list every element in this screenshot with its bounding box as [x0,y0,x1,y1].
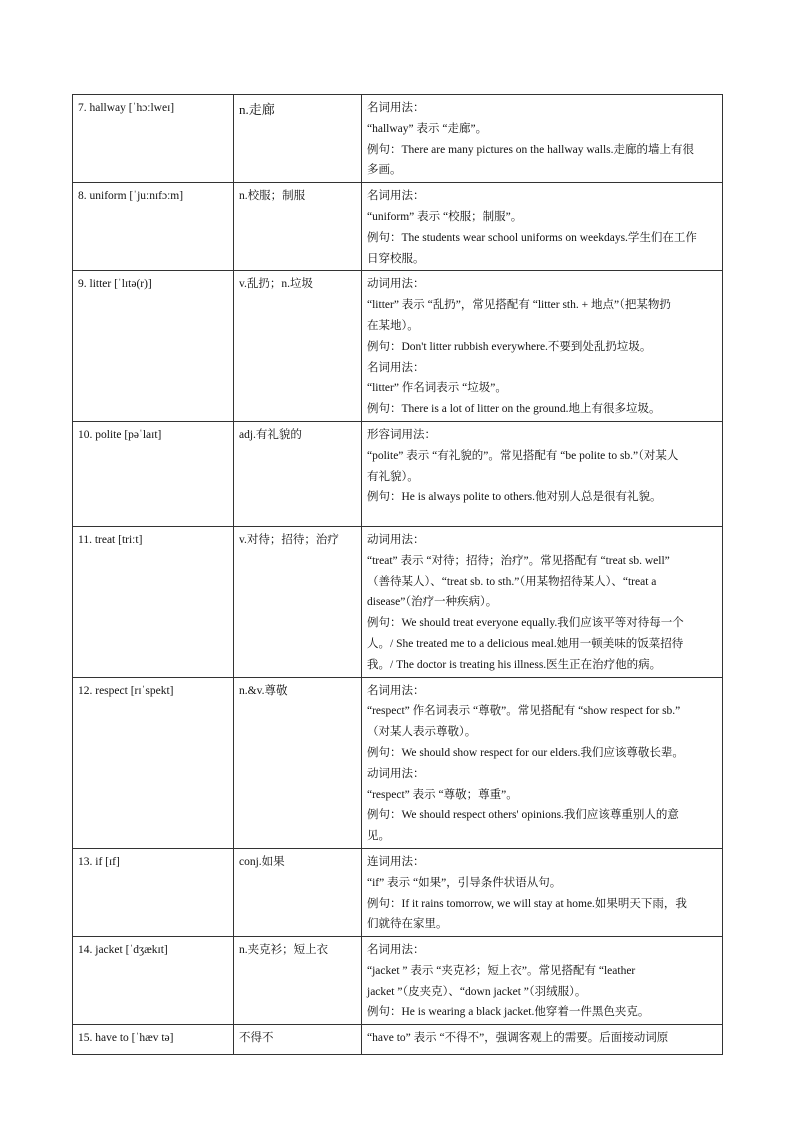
usage-line: 例句：He is wearing a black jacket.他穿着一件黑色夹克。 [367,1006,650,1019]
usage-line: “have to” 表示 “不得不”，强调客观上的需要。后面接动词原 [367,1032,669,1045]
table-row [73,183,723,271]
usage-line: “respect” 表示 “尊敬；尊重”。 [367,788,518,801]
usage-line: 见。 [367,830,390,843]
usage-line: “litter” 表示 “乱扔”，常见搭配有 “litter sth. + 地点”（把某物扔 [367,299,671,312]
table-row [73,937,723,1025]
usage-line: “respect” 作名词表示 “尊敬”。常见搭配有 “show respect for sb.” [367,705,681,718]
word-cell: 7. hallway [ˈhɔːlweɪ] [73,95,234,183]
table-row [73,1025,723,1055]
usage-cell [362,183,723,271]
meaning-cell: n.夹克衫；短上衣 [234,937,362,1025]
usage-line: 例句：We should show respect for our elders.我们应该尊敬长辈。 [367,746,684,759]
usage-line: 多画。 [367,164,402,177]
word-cell: 12. respect [rɪˈspekt] [73,677,234,848]
usage-cell [362,937,723,1025]
table-row [73,421,723,526]
usage-line: 例句：We should respect others' opinions.我们应该尊重别人的意 [367,809,679,822]
usage-line: 例句：The students wear school uniforms on weekdays.学生们在工作 [367,231,697,244]
usage-line: 日穿校服。 [367,252,425,265]
usage-line: “jacket ” 表示 “夹克衫；短上衣”。常见搭配有 “leather [367,964,636,977]
usage-cell [362,1025,723,1055]
usage-line: 例句：There are many pictures on the hallway walls.走廊的墙上有很 [367,143,695,156]
word-cell: 9. litter [ˈlɪtə(r)] [73,271,234,422]
word-cell: 10. polite [pəˈlaɪt] [73,421,234,526]
usage-cell [362,421,723,526]
usage-line: 名词用法： [367,684,425,697]
usage-line: 动词用法： [367,767,425,780]
table-row [73,271,723,422]
table-row [73,95,723,183]
word-cell: 14. jacket [ˈdʒækɪt] [73,937,234,1025]
usage-line: 例句：If it rains tomorrow, we will stay at home.如果明天下雨，我 [367,897,687,910]
usage-line: 名词用法： [367,102,425,114]
usage-cell [362,848,723,936]
meaning-cell: v.对待；招待；治疗 [234,526,362,677]
word-cell: 15. have to [ˈhæv tə] [73,1025,234,1055]
meaning-cell: 不得不 [234,1025,362,1055]
usage-line: “if” 表示 “如果”，引导条件状语从句。 [367,876,562,889]
meaning-cell: v.乱扔；n.垃圾 [234,271,362,422]
word-cell: 8. uniform [ˈjuːnɪfɔːm] [73,183,234,271]
usage-line: 例句：Don't litter rubbish everywhere.不要到处乱扔垃圾。 [367,340,652,353]
usage-line: 我。/ The doctor is treating his illness.医生正在治疗他的病。 [367,658,662,671]
usage-line: 动词用法： [367,278,425,291]
usage-line: 例句：We should treat everyone equally.我们应该平等对待每一个 [367,617,684,630]
usage-line: “polite” 表示 “有礼貌的”。常见搭配有 “be polite to sb.”（对某人 [367,449,679,462]
usage-line: 名词用法： [367,190,425,203]
usage-line: （对某人表示尊敬）。 [367,726,477,739]
table-row [73,526,723,677]
usage-line: 例句：There is a lot of litter on the ground.地上有很多垃圾。 [367,403,661,416]
usage-line: jacket ”（皮夹克）、“down jacket ”（羽绒服）。 [367,985,587,998]
usage-line: 名词用法： [367,361,425,374]
usage-line: 人。/ She treated me to a delicious meal.她用一顿美味的饭菜招待 [367,637,684,650]
meaning-cell: n.走廊 [234,95,362,183]
usage-line: 有礼貌）。 [367,470,419,483]
usage-line: “hallway” 表示 “走廊”。 [367,122,488,135]
usage-cell [362,95,723,183]
usage-line: 例句：He is always polite to others.他对别人总是很有礼貌。 [367,491,662,504]
vocabulary-table [72,94,723,1055]
meaning-cell: n.&v.尊敬 [234,677,362,848]
usage-cell [362,526,723,677]
usage-line: 在某地）。 [367,319,419,332]
word-cell: 13. if [ɪf] [73,848,234,936]
meaning-cell: n.校服；制服 [234,183,362,271]
usage-line: 们就待在家里。 [367,918,448,931]
word-cell: 11. treat [triːt] [73,526,234,677]
usage-line: 形容词用法： [367,428,436,441]
usage-line: “litter” 作名词表示 “垃圾”。 [367,382,507,395]
meaning-cell: adj.有礼貌的 [234,421,362,526]
usage-cell [362,271,723,422]
table-row [73,848,723,936]
usage-line: “uniform” 表示 “校服；制服”。 [367,210,523,223]
table-row [73,677,723,848]
usage-line: 连词用法： [367,855,425,868]
usage-line: 动词用法： [367,533,425,546]
usage-cell [362,677,723,848]
usage-line: 名词用法： [367,944,425,957]
meaning-cell: conj.如果 [234,848,362,936]
usage-line: （善待某人）、“treat sb. to sth.”（用某物招待某人）、“treat a [367,575,657,588]
usage-line: disease”（治疗一种疾病）。 [367,596,498,609]
usage-line: “treat” 表示 “对待；招待；治疗”。常见搭配有 “treat sb. well” [367,554,670,567]
